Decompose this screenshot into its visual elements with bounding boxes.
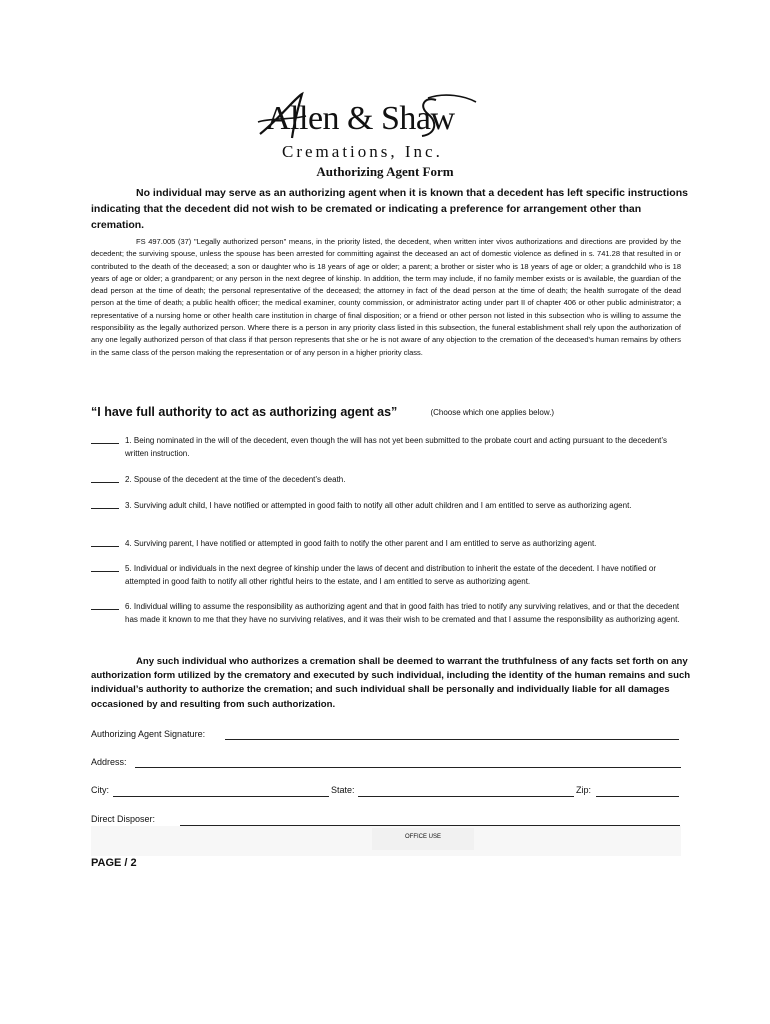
option-text: 5. Individual or individuals in the next degree of kinship under the laws of decent and distribution to inherit the estate of the decedent. I have notified or attempted in good faith to notify all other rightful heirs to the estate, and I am entitled to serve as authorizing agent. [125, 564, 657, 586]
authority-heading: “I have full authority to act as authorizing agent as” [91, 405, 398, 419]
option-text: 4. Surviving parent, I have notified or attempted in good faith to notify the other parent and I am entitled to serve as authorizing agent. [125, 539, 597, 548]
option-blank[interactable] [91, 546, 119, 547]
zip-line[interactable] [596, 796, 679, 797]
authority-heading-row [91, 403, 691, 421]
logo-subtitle-wrap [282, 142, 502, 164]
authority-note: (Choose which one applies below.) [430, 408, 555, 417]
option-text: 3. Surviving adult child, I have notified or attempted in good faith to notify all other adult children and I am entitled to serve as authorizing agent. [125, 501, 632, 510]
warning-paragraph: No individual may serve as an authorizing agent when it is known that a decedent has left specific instructions indicating that the decedent did not wish to be cremated or indicating a preference for arrangement other than cremation. [91, 187, 688, 231]
closing-paragraph: Any such individual who authorizes a cremation shall be deemed to warrant the truthfulness of any facts set forth on any authorization form utilized by the crematory and executed by such individual, including the identity of the human remains and such individual’s authority to authorize the cremation; and such individual shall be personally and individually liable for all damages occasioned by and resulting from such authorization. [91, 656, 691, 710]
form-title: Authorizing Agent Form [316, 164, 454, 179]
option-blank[interactable] [91, 482, 119, 483]
state-line[interactable] [358, 796, 574, 797]
option-blank[interactable] [91, 571, 119, 572]
signature-line[interactable] [225, 739, 679, 740]
option-blank[interactable] [91, 443, 119, 444]
logo-subtitle: Cremations, Inc. [282, 142, 443, 161]
page-number: PAGE / 2 [91, 857, 137, 869]
city-line[interactable] [113, 796, 329, 797]
zip-label: Zip: [576, 785, 592, 795]
signature-label: Authorizing Agent Signature: [91, 729, 206, 739]
state-label: State: [331, 785, 355, 795]
logo-name-text: Allen & Shaw [266, 100, 455, 137]
city-label: City: [91, 785, 109, 795]
statute-paragraph: FS 497.005 (37) "Legally authorized person" means, in the priority listed, the decedent, when written inter vivos authorizations and directions are provided by the decedent; the surviving spouse, unless the spouse has been arrested for committing against the deceased an act of domestic violence as defined in s. 741.28 that resulted in or contributed to the death of the deceased; a son or daughter who is 18 years of age or older; a parent; a brother or sister who is 18 years of age or older; a grandchild who is 18 years of age or older; a grandparent; or any person in the next degree of kinship. In addition, the term may include, if no family member exists or is available, the guardian of the dead person at the time of death; the personal representative of the deceased; the attorney in fact of the dead person at the time of death; the health surrogate of the dead person at the time of death; a public health officer; the medical examiner, county commission, or administrator acting under part II of chapter 406 or other public administrator; a representative of a nursing home or other health care institution in charge of final disposition; or a friend or other person not listed in this subsection who is willing to assume the responsibility as the legally authorized person. Where there is a person in any priority class listed in this subsection, the funeral establishment shall rely upon the authorization of any one legally authorized person of that class if that person represents that she or he is not aware of any objection to the cremation of the deceased's human remains by others in the same class of the person making the representation or of any person in a higher priority class. [91, 237, 681, 357]
option-text: 2. Spouse of the decedent at the time of the decedent’s death. [125, 475, 346, 484]
address-label: Address: [91, 757, 127, 767]
option-blank[interactable] [91, 508, 119, 509]
option-text: 6. Individual willing to assume the responsibility as authorizing agent and that in good faith has tried to notify any surviving relatives, and or that the decedent has made it known to me that they have no surviving relatives, and it was their wish to be cremated and that I assume the responsibility as authorizing agent. [125, 602, 680, 624]
option-blank[interactable] [91, 609, 119, 610]
option-text: 1. Being nominated in the will of the decedent, even though the will has not yet been submitted to the probate court and acting pursuant to the decedent’s written instruction. [125, 436, 667, 458]
direct-disposer-label: Direct Disposer: [91, 814, 156, 824]
logo-name [240, 88, 540, 146]
office-use-box: OFFICE USE [372, 828, 474, 850]
address-line[interactable] [135, 767, 681, 768]
